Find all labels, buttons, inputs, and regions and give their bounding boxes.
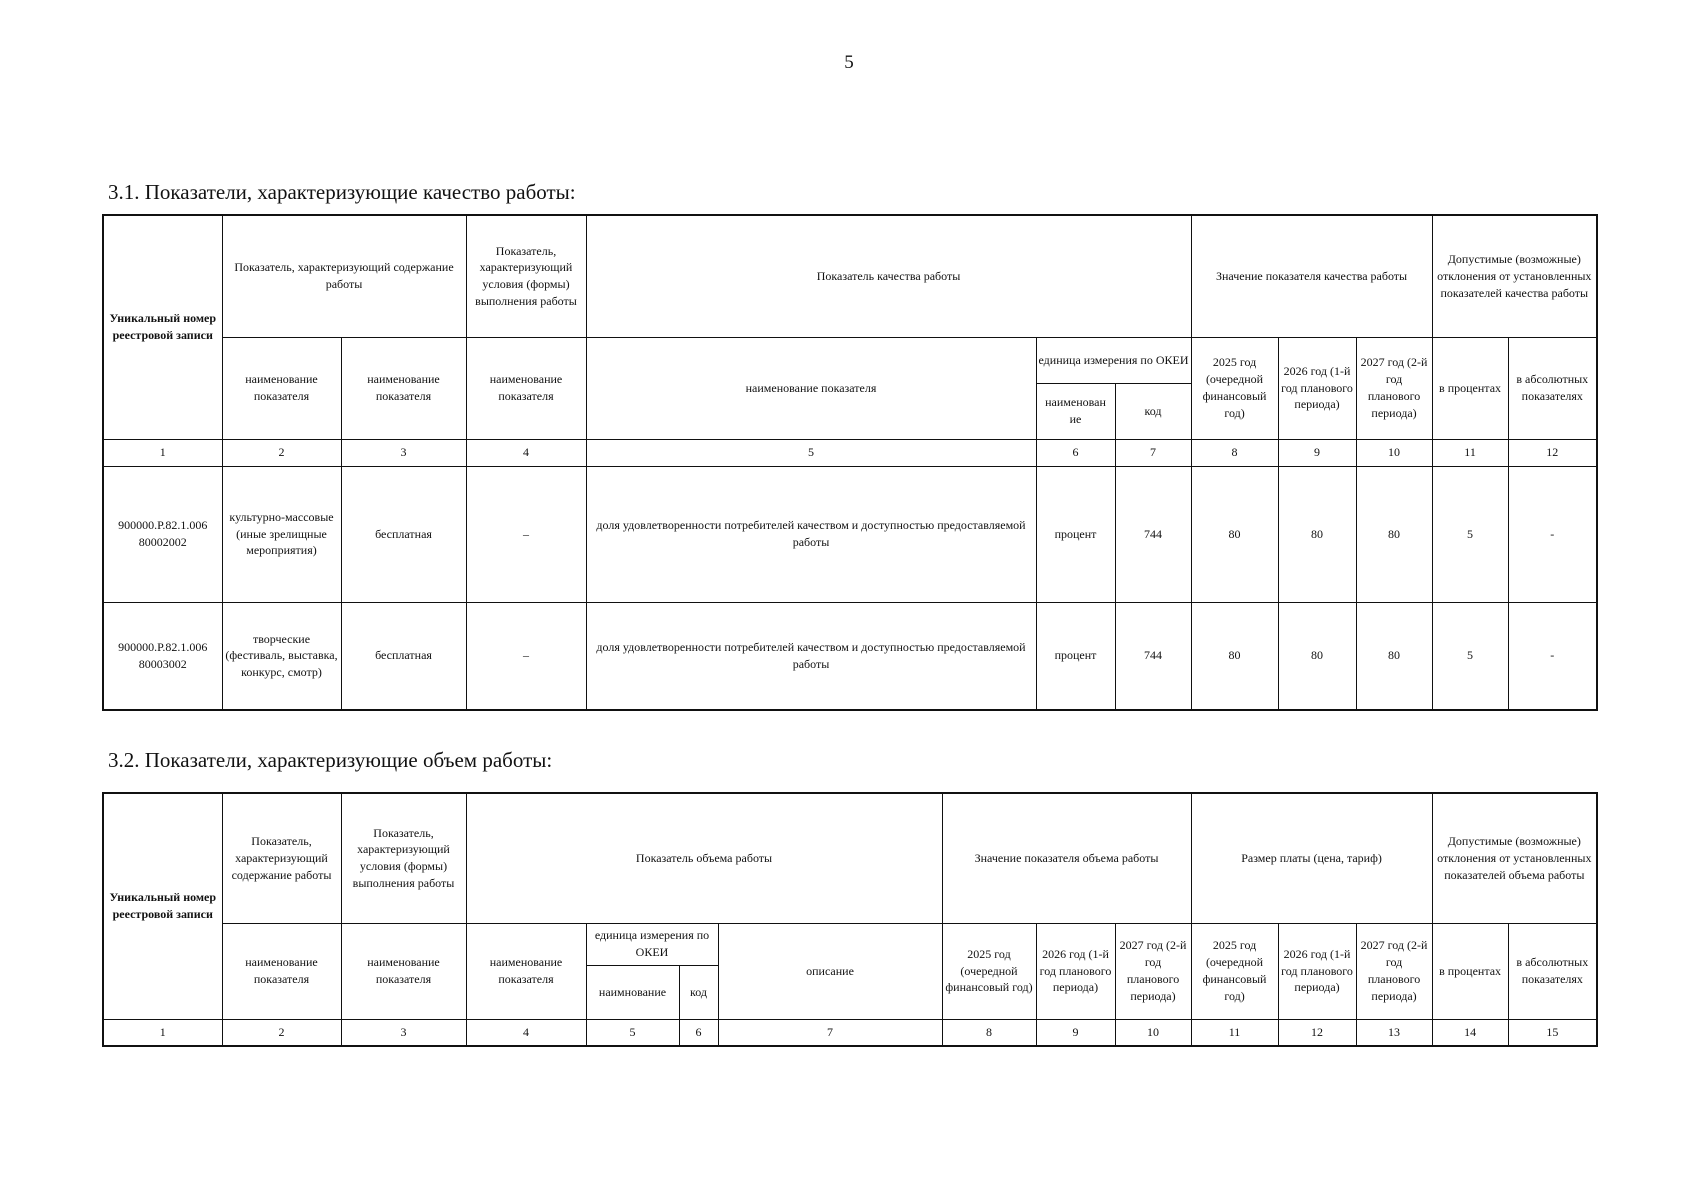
value-2027: 80 [1356,602,1432,710]
header-year-2027: 2027 год (2-й год планового периода) [1115,923,1191,1019]
header-deviation: Допустимые (возможные) отклонения от установленных показателей объема работы [1432,793,1597,923]
content-indicator-value: творческие (фестиваль, выставка, конкурс, смотр) [222,602,341,710]
registry-number: 900000.Р.82.1.006 80003002 [103,602,222,710]
col-number: 14 [1432,1019,1508,1046]
value-2025: 80 [1191,602,1278,710]
col-number: 10 [1115,1019,1191,1046]
header-name-col5: наименование показателя [586,337,1036,439]
header-year-2026: 2026 год (1-й год планового периода) [1278,337,1356,439]
col-number: 15 [1508,1019,1597,1046]
col-number: 2 [222,439,341,466]
deviation-absolute: - [1508,602,1597,710]
column-number-row [103,439,1597,466]
col-number: 5 [586,1019,679,1046]
header-name-col2: наименование показателя [222,337,341,439]
col-number: 2 [222,1019,341,1046]
table-row [103,602,1597,710]
col-number: 9 [1036,1019,1115,1046]
header-quality-values: Значение показателя качества работы [1191,215,1432,337]
registry-number: 900000.Р.82.1.006 80002002 [103,466,222,602]
header-unit-code: код [679,965,718,1019]
header-content-indicator: Показатель, характеризующий содержание работы [222,793,341,923]
table-row [103,466,1597,602]
col-number: 10 [1356,439,1432,466]
header-name-col4: наименование показателя [466,337,586,439]
header-percent: в процентах [1432,923,1508,1019]
content-indicator-value: культурно-массовые (иные зрелищные мероприятия) [222,466,341,602]
col-number: 11 [1191,1019,1278,1046]
section-title-quality: 3.1. Показатели, характеризующие качество работы: [108,180,576,204]
header-unit-code: код [1115,383,1191,439]
section-title-volume: 3.2. Показатели, характеризующие объем работы: [108,748,553,772]
col-number: 12 [1508,439,1597,466]
unit-code: 744 [1115,466,1191,602]
header-unique-number: Уникальный номер реестровой записи [103,793,222,1019]
col-number: 7 [1115,439,1191,466]
header-conditions-indicator: Показатель, характеризующий условия (формы) выполнения работы [341,793,466,923]
header-volume-values: Значение показателя объема работы [942,793,1191,923]
header-year-2027: 2027 год (2-й год планового периода) [1356,337,1432,439]
header-unit-okei: единица измерения по ОКЕИ [586,923,718,965]
col-number: 8 [942,1019,1036,1046]
col-number: 8 [1191,439,1278,466]
value-2027: 80 [1356,466,1432,602]
col-number: 4 [466,1019,586,1046]
header-pay-2027: 2027 год (2-й год планового периода) [1356,923,1432,1019]
condition-value: – [466,602,586,710]
header-unit-name: наимнование [586,965,679,1019]
condition-value: – [466,466,586,602]
column-number-row [103,1019,1597,1046]
header-description: описание [718,923,942,1019]
header-name-col3: наименование показателя [341,337,466,439]
value-2026: 80 [1278,466,1356,602]
header-unit-name: наименован ие [1036,383,1115,439]
quality-indicator-name: доля удовлетворенности потребителей качеством и доступностью предоставляемой работы [586,602,1036,710]
value-2026: 80 [1278,602,1356,710]
unit-name: процент [1036,466,1115,602]
deviation-percent: 5 [1432,466,1508,602]
col-number: 9 [1278,439,1356,466]
content-indicator-value: бесплатная [341,466,466,602]
col-number: 13 [1356,1019,1432,1046]
header-name-col2: наименование показателя [222,923,341,1019]
col-number: 3 [341,439,466,466]
header-year-2025: 2025 год (очередной финансовый год) [1191,337,1278,439]
deviation-absolute: - [1508,466,1597,602]
value-2025: 80 [1191,466,1278,602]
header-year-2025: 2025 год (очередной финансовый год) [942,923,1036,1019]
col-number: 1 [103,439,222,466]
col-number: 12 [1278,1019,1356,1046]
unit-name: процент [1036,602,1115,710]
header-unit-okei: единица измерения по ОКЕИ [1036,337,1191,383]
header-name-col3: наименование показателя [341,923,466,1019]
col-number: 7 [718,1019,942,1046]
header-deviation: Допустимые (возможные) отклонения от установленных показателей качества работы [1432,215,1597,337]
header-volume-indicator: Показатель объема работы [466,793,942,923]
col-number: 3 [341,1019,466,1046]
page-number: 5 [844,52,854,73]
col-number: 11 [1432,439,1508,466]
unit-code: 744 [1115,602,1191,710]
header-content-indicator: Показатель, характеризующий содержание работы [222,215,466,337]
header-absolute: в абсолютных показателях [1508,337,1597,439]
header-pay-2025: 2025 год (очередной финансовый год) [1191,923,1278,1019]
header-pay-2026: 2026 год (1-й год планового периода) [1278,923,1356,1019]
volume-indicators-table [102,792,1598,1047]
header-quality-indicator: Показатель качества работы [586,215,1191,337]
quality-indicators-table [102,214,1598,711]
col-number: 6 [679,1019,718,1046]
quality-indicator-name: доля удовлетворенности потребителей качеством и доступностью предоставляемой работы [586,466,1036,602]
col-number: 4 [466,439,586,466]
col-number: 6 [1036,439,1115,466]
header-payment: Размер платы (цена, тариф) [1191,793,1432,923]
header-year-2026: 2026 год (1-й год планового периода) [1036,923,1115,1019]
header-percent: в процентах [1432,337,1508,439]
deviation-percent: 5 [1432,602,1508,710]
header-conditions-indicator: Показатель, характеризующий условия (формы) выполнения работы [466,215,586,337]
content-indicator-value: бесплатная [341,602,466,710]
header-name-col4: наименование показателя [466,923,586,1019]
col-number: 5 [586,439,1036,466]
header-absolute: в абсолютных показателях [1508,923,1597,1019]
header-unique-number: Уникальный номер реестровой записи [103,215,222,439]
col-number: 1 [103,1019,222,1046]
